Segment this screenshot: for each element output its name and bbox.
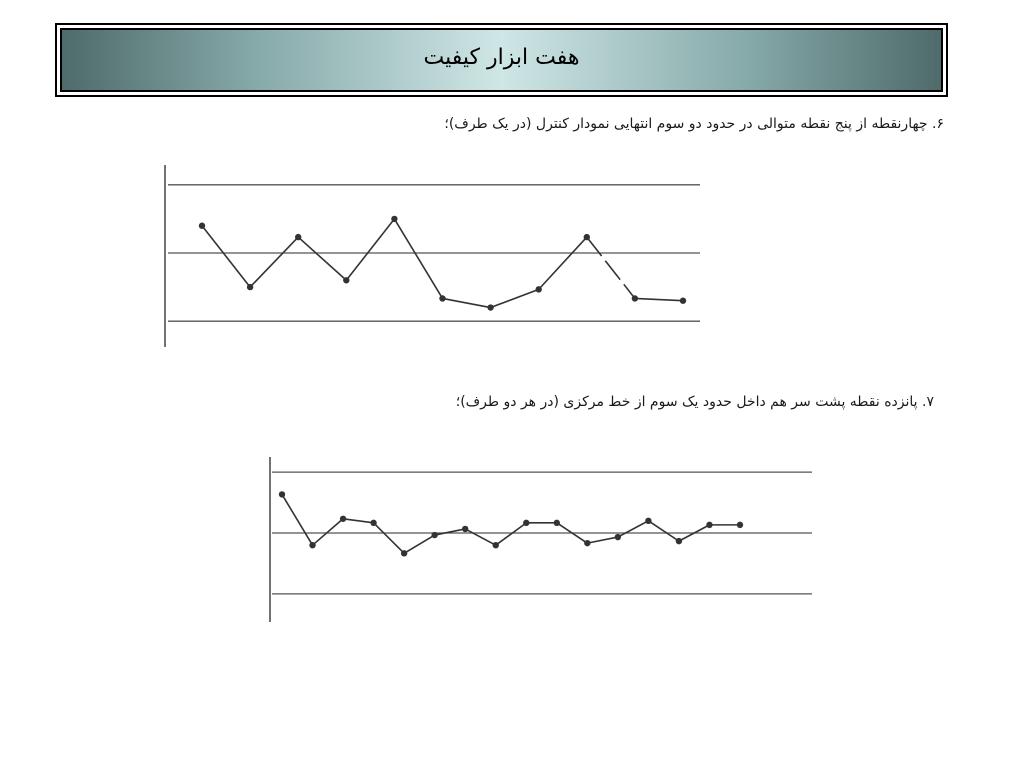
series-segment [496, 523, 527, 545]
data-point [431, 532, 437, 538]
data-point [391, 216, 397, 222]
data-point [247, 284, 253, 290]
data-point [340, 516, 346, 522]
data-point [523, 520, 529, 526]
data-point [676, 538, 682, 544]
control-chart-rule-7 [260, 452, 820, 627]
data-point [295, 234, 301, 240]
series-segment [648, 521, 679, 541]
data-point [554, 520, 560, 526]
data-point [536, 286, 542, 292]
title-banner-inner [60, 28, 943, 92]
series-segment [435, 529, 466, 535]
series-segment [202, 226, 250, 287]
data-point [737, 522, 743, 528]
series-segment [250, 237, 298, 287]
series-segment [298, 237, 346, 280]
series-segment [394, 219, 442, 299]
data-point [199, 223, 205, 229]
series-segment [443, 298, 491, 307]
data-point [615, 534, 621, 540]
data-point [706, 522, 712, 528]
data-point [493, 542, 499, 548]
data-point [584, 234, 590, 240]
data-point [439, 295, 445, 301]
data-point [401, 550, 407, 556]
series-segment [282, 494, 313, 545]
data-point [309, 542, 315, 548]
series-segment [404, 535, 435, 553]
data-point [370, 520, 376, 526]
series-segment [539, 237, 587, 289]
control-chart-rule-6 [150, 160, 710, 355]
series-segment [465, 529, 496, 545]
data-point [632, 295, 638, 301]
data-point [487, 304, 493, 310]
data-point [343, 277, 349, 283]
caption-rule-6: ۶. چهارنقطه از پنج نقطه متوالی در حدود دو سوم انتهایی نمودار کنترل (در یک طرف)؛ [444, 116, 944, 132]
title-banner [55, 23, 948, 97]
data-point [645, 518, 651, 524]
series-segment [618, 521, 649, 537]
series-segment [587, 537, 618, 543]
caption-rule-7: ۷. پانزده نقطه پشت سر هم داخل حدود یک سوم از خط مرکزی (در هر دو طرف)؛ [455, 394, 934, 410]
series-segment [374, 523, 405, 553]
data-point [462, 526, 468, 532]
data-point [584, 540, 590, 546]
series-segment [313, 519, 344, 545]
data-point [279, 491, 285, 497]
series-segment [635, 298, 683, 300]
series-segment [346, 219, 394, 280]
series-segment [587, 237, 635, 298]
series-segment [491, 289, 539, 307]
slide-title: هفت ابزار کیفیت [423, 44, 580, 70]
series-segment [343, 519, 374, 523]
data-point [680, 298, 686, 304]
